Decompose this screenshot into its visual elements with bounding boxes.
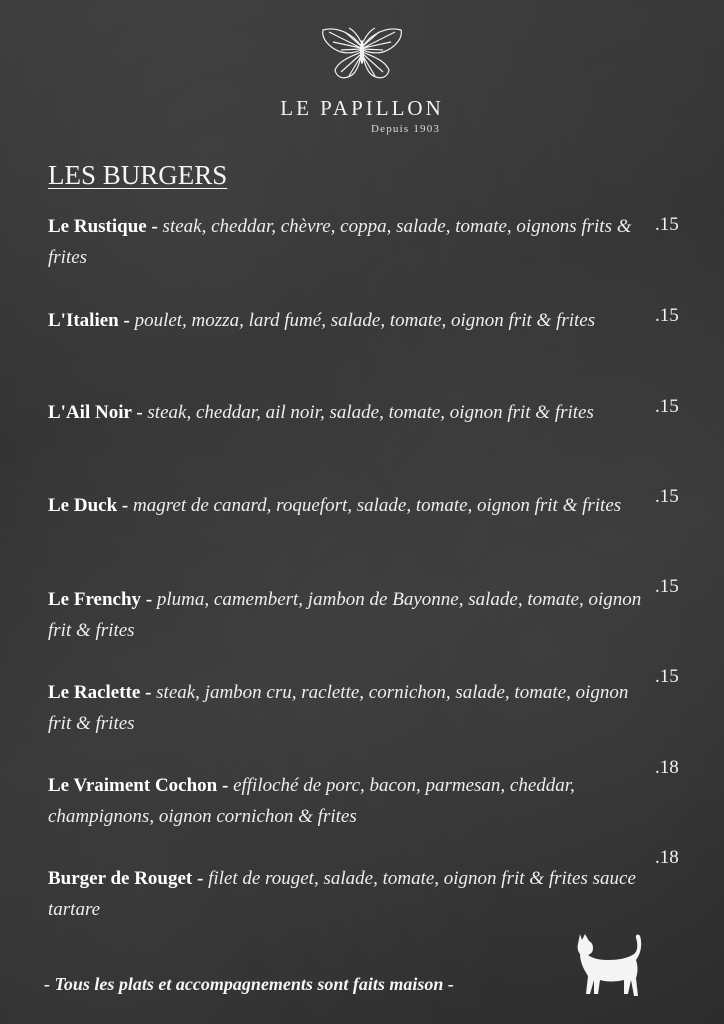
item-description: poulet, mozza, lard fumé, salade, tomate, oignon frit & frites: [134, 310, 596, 331]
item-name: Le Duck: [48, 495, 122, 516]
menu-item: [48, 211, 648, 273]
item-price: .18: [655, 847, 679, 868]
item-name: Burger de Rouget: [48, 868, 193, 889]
menu-item: [48, 584, 648, 646]
brand-name: LE PAPILLON: [280, 96, 444, 120]
item-separator: -: [146, 216, 163, 237]
section-title: LES BURGERS: [48, 160, 228, 190]
brand-since: Depuis 1903: [371, 123, 441, 135]
item-separator: -: [217, 775, 234, 796]
menu-item: [48, 677, 648, 739]
item-name: L'Ail Noir: [48, 402, 132, 423]
item-separator: -: [192, 868, 209, 889]
item-separator: -: [141, 589, 157, 610]
item-description: steak, cheddar, ail noir, salade, tomate, oignon frit & frites: [147, 402, 594, 423]
item-separator: -: [118, 310, 135, 331]
menu-item: [48, 397, 648, 428]
item-description: pluma, camembert, jambon de Bayonne, salade, tomate, oignon frit & frites: [48, 589, 642, 641]
footer-note: - Tous les plats et accompagnements sont faits maison -: [44, 974, 454, 994]
item-price: .15: [655, 396, 679, 417]
menu-item: [48, 305, 648, 336]
menu-item: [48, 770, 648, 832]
menu-item: [48, 863, 648, 925]
item-separator: -: [140, 682, 157, 703]
item-price: .15: [655, 214, 679, 235]
item-name: Le Raclette: [48, 682, 141, 703]
cat-icon: [576, 932, 648, 1000]
butterfly-icon: [319, 26, 405, 84]
item-price: .15: [655, 486, 679, 507]
item-name: Le Rustique: [48, 216, 147, 237]
item-description: effiloché de porc, bacon, parmesan, cheddar, champignons, oignon cornichon & frites: [48, 775, 575, 827]
item-separator: -: [131, 402, 148, 423]
item-description: magret de canard, roquefort, salade, tomate, oignon frit & frites: [132, 495, 622, 516]
logo: [0, 26, 724, 84]
item-price: .18: [655, 757, 679, 778]
item-name: Le Vraiment Cochon: [48, 775, 218, 796]
item-name: Le Frenchy: [48, 589, 142, 610]
item-price: .15: [655, 305, 679, 326]
item-separator: -: [121, 495, 133, 516]
item-description: steak, cheddar, chèvre, coppa, salade, tomate, oignons frits & frites: [48, 216, 632, 268]
item-name: L'Italien: [48, 310, 119, 331]
item-description: filet de rouget, salade, tomate, oignon frit & frites sauce tartare: [48, 868, 636, 920]
item-price: .15: [655, 576, 679, 597]
item-description: steak, jambon cru, raclette, cornichon, salade, tomate, oignon frit & frites: [48, 682, 629, 734]
menu-item: [48, 490, 648, 521]
item-price: .15: [655, 666, 679, 687]
